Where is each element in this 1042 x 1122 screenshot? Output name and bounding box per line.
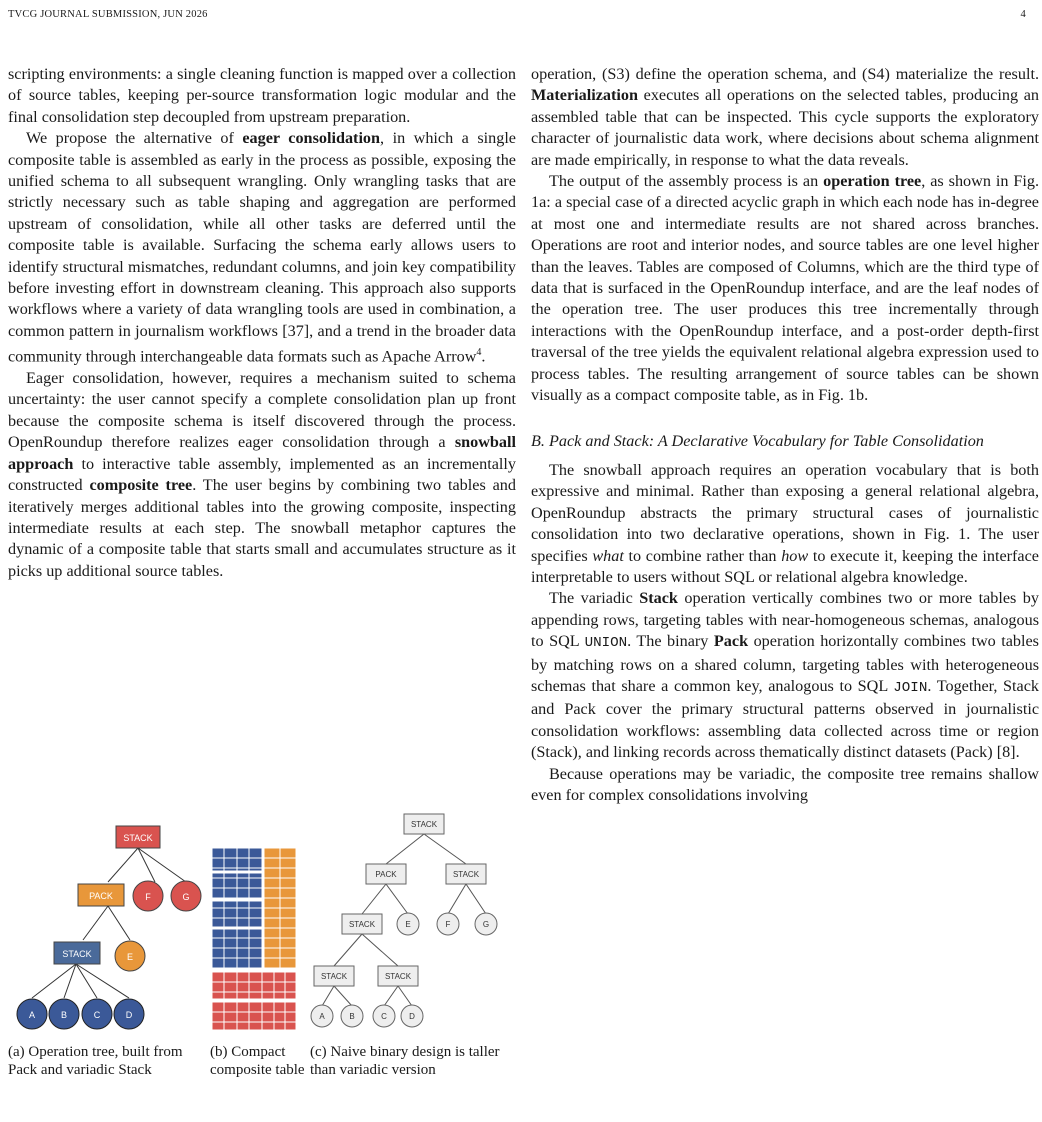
left-column xyxy=(8,64,516,582)
svg-text:STACK: STACK xyxy=(410,820,438,829)
leaf-b xyxy=(49,999,79,1029)
term-materialization: Materialization xyxy=(531,86,638,105)
binary-stack-right xyxy=(446,864,486,884)
svg-text:D: D xyxy=(125,1010,133,1020)
operation-tree xyxy=(32,848,186,998)
svg-text:STACK: STACK xyxy=(452,870,480,879)
caption-a: (a) Operation tree, built from Pack and variadic Stack xyxy=(8,1044,183,1078)
svg-text:C: C xyxy=(93,1010,101,1020)
caption-b: (b) Compact composite table xyxy=(210,1044,305,1078)
svg-text:E: E xyxy=(405,920,411,929)
binary-leaf-d xyxy=(401,1005,423,1027)
svg-text:PACK: PACK xyxy=(375,870,397,879)
paragraph: Eager consolidation, however, requires a mechanism suited to schema uncertainty: the user cannot specify a complete consolidation plan up front because the composite schema is itself discovered through the process. OpenRoundup therefore realizes eager consolidation through a snowball approach to interactive table assembly, implemented as an incrementally constructed composite tree. The user begins by combining two tables and iteratively merges additional tables into the growing composite, inspecting intermediate results at each step. The snowball metaphor captures the dynamic of a composite table that starts small and accumulates structure as it picks up additional source tables. xyxy=(8,369,516,580)
binary-leaf-b xyxy=(341,1005,363,1027)
svg-text:STACK: STACK xyxy=(62,949,92,959)
svg-text:STACK: STACK xyxy=(348,920,376,929)
paragraph: The snowball approach requires an operation vocabulary that is both expressive and minimal. Rather than exposing a general relational algebra, OpenRoundup abstracts the primary structural cases of journalistic consolidation into two declarative operations, shown in Fig. 1. The user specifies what to combine rather than how to execute it, keeping the interface interpretable to users without SQL or relational algebra knowledge. xyxy=(531,460,1039,586)
binary-leaf-e xyxy=(397,913,419,935)
svg-text:B: B xyxy=(349,1012,355,1021)
svg-text:G: G xyxy=(182,892,190,902)
running-header: TVCG JOURNAL SUBMISSION, JUN 2026 xyxy=(8,9,208,20)
svg-text:G: G xyxy=(482,920,490,929)
binary-leaf-g xyxy=(475,913,497,935)
leaf-d xyxy=(114,999,144,1029)
binary-leaf-f xyxy=(437,913,459,935)
svg-text:C: C xyxy=(381,1012,387,1021)
page-number: 4 xyxy=(1020,9,1026,20)
term-stack: Stack xyxy=(639,589,678,608)
svg-text:STACK: STACK xyxy=(320,972,348,981)
figure-1 xyxy=(8,800,516,1100)
leaf-e xyxy=(115,941,145,971)
svg-text:F: F xyxy=(445,920,451,929)
binary-pack xyxy=(366,864,406,884)
binary-stack-mid xyxy=(342,914,382,934)
node-pack xyxy=(78,884,124,906)
term-pack: Pack xyxy=(713,632,749,651)
term-composite-tree: composite tree xyxy=(89,476,193,495)
paragraph: The output of the assembly process is an operation tree, as shown in Fig. 1a: a special case of a directed acyclic graph in which each node has in-degree at most one and intermediate results are not shared across branches. Operations are root and interior nodes, and source tables are one level higher than the leaves. Tables are composed of Columns, which are the third type of data that is surfaced in the OpenRoundup interface, and are the leaf nodes of the operation tree. The user produces this tree incrementally through interactions with the OpenRoundup interface, and a post-order depth-first traversal of the tree yields the equivalent relational algebra expression used to process tables. The resulting arrangement of source tables can be shown visually as a compact composite table, as in Fig. 1b. xyxy=(531,172,1040,405)
leaf-a xyxy=(17,999,47,1029)
term-snowball-approach: snowball approach xyxy=(8,433,516,473)
paragraph: We propose the alternative of eager consolidation, in which a single composite table is assembled as early in the process as possible, exposing the unified schema to all subsequent wrangling. Only wrangling tasks that are strictly necessary such as table shaping and aggregation are performed upstream of consolidation, while all other tasks are deferred until the composite table is available. Surfacing the schema early allows users to identify structural mismatches, redundant columns, and join key compatibility before investing effort in downstream cleaning. This approach also supports workflows where a variety of data wrangling tools are used in combination, a common pattern in journalism workflows [37], and a trend in the broader data community through interchangeable data formats such as Apache Arrow$^4$. xyxy=(8,129,516,366)
svg-text:B: B xyxy=(60,1010,68,1020)
paragraph: The variadic Stack operation vertically combines two or more tables by appending rows, targeting tables with near-homogeneous schemas, analogous to SQL UNION. The binary Pack operation horizontally combines two tables by matching rows on a shared column, targeting tables with heterogeneous schemas that share a common key, analogous to SQL JOIN. Together, Stack and Pack cover the primary structural patterns observed in journalistic consolidation workflows: assembling data collected across time or region (Stack), and linking records across thematically distinct datasets (Pack) [8]. xyxy=(531,589,1039,762)
section-heading: B. Pack and Stack: A Declarative Vocabulary for Table Consolidation xyxy=(531,431,984,450)
svg-text:D: D xyxy=(409,1012,415,1021)
paragraph: operation, (S3) define the operation schema, and (S4) materialize the result. Materialization executes all operations on the selected tables, producing an assembled table that can be inspected. This cycle supports the exploratory character of journalistic data work, where decisions about schema alignment are made empirically, in response to what the data reveals. xyxy=(531,65,1039,169)
svg-text:F: F xyxy=(145,892,151,902)
binary-leaf-a xyxy=(311,1005,333,1027)
term-operation-tree: operation tree xyxy=(823,172,922,191)
composite-table xyxy=(212,848,296,1030)
binary-stack-root xyxy=(404,814,444,834)
paragraph: Because operations may be variadic, the composite tree remains shallow even for complex consolidations involving xyxy=(531,764,1039,804)
footnote-marker: 4 xyxy=(476,347,482,359)
svg-text:STACK: STACK xyxy=(384,972,412,981)
binary-stack-right-low xyxy=(378,966,418,986)
svg-text:STACK: STACK xyxy=(123,833,153,843)
term-eager-consolidation: eager consolidation xyxy=(242,129,381,148)
binary-stack-left-low xyxy=(314,966,354,986)
svg-text:E: E xyxy=(126,952,134,962)
paragraph: scripting environments: a single cleaning function is mapped over a collection of source tables, keeping per-source transformation logic modular and the final consolidation step decoupled from upstream preparation. xyxy=(8,65,516,126)
binary-leaf-c xyxy=(373,1005,395,1027)
caption-c: (c) Naive binary design is taller than variadic version xyxy=(310,1044,500,1078)
node-stack-root xyxy=(116,826,160,848)
code-join: JOIN xyxy=(893,679,928,696)
svg-text:A: A xyxy=(319,1012,325,1021)
right-column xyxy=(531,64,1039,806)
leaf-f xyxy=(133,881,163,911)
leaf-g xyxy=(171,881,201,911)
leaf-c xyxy=(82,999,112,1029)
svg-text:PACK: PACK xyxy=(89,891,113,901)
node-stack-lower xyxy=(54,942,100,964)
code-union: UNION xyxy=(584,635,628,652)
svg-text:A: A xyxy=(28,1010,36,1020)
